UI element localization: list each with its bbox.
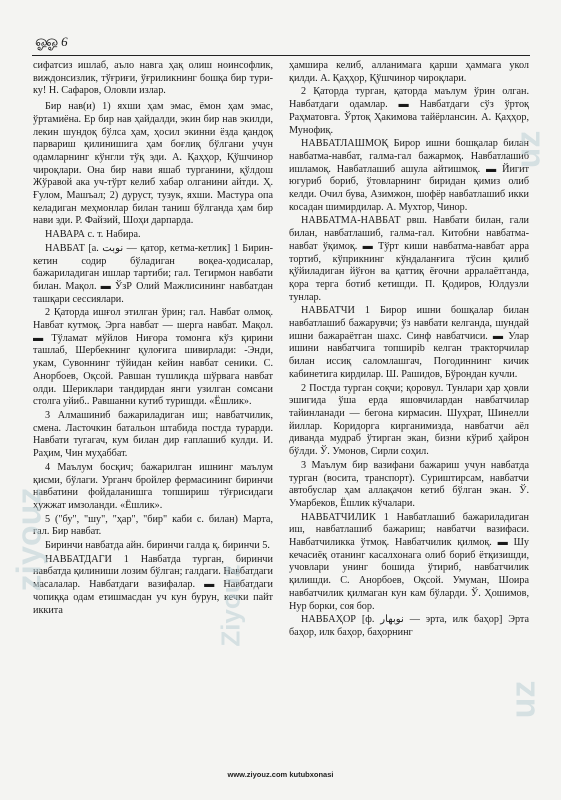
paragraph: 5 ("бу", "шу", "ҳар", "бир" каби с. билан) Марта, гал. Бир навбат. [33, 513, 273, 538]
paragraph: НАВАРА с. т. Набира. [45, 229, 141, 241]
paragraph: 2 Қаторда ишғол этилган ўрин; гал. Навбат олмоқ. Навбат кутмоқ. Эрга навбат — шерга навбат. Мақол. ▬ Тўламат мўйлов Ниғора томонга кўз қирини ташлаб, Шербекнинг қулоғига шивирлади: -Энди, укам, Сувоннинг тўйидан кейин навбат сеники. С. Анорбоев, Оқсой. Равшан тушликда шўрвага навбат олди. Шериклари тандирдан янги узилган сомсани столга уйиб.. Равшанни кутиб туришди. «Ёшлик». [33, 307, 273, 408]
left-column [33, 60, 273, 618]
paragraph: НАВБАТЧИЛИК 1 Навбатлашиб бажариладиган иш, навбатлашиб бажариш; навбатчи вазифаси. Навбатчиликка ўтмоқ. Навбатчилик қилмоқ. ▬ Шу кечасиёқ отанинг касалхонага олиб бориб ётқизишди, учовлари унинг бошида ўтириб, навбатчилик қилишди. С. Анорбоев, Оқсой. Умуман, Шоира навбатчилик қилмаган кун кам бўларди. Ў. Ҳошимов, Нур борки, соя бор. [289, 511, 529, 612]
ornament-icon: ஓஓ [35, 33, 57, 50]
watermark: Ziyouz [215, 564, 246, 647]
paragraph: НАВБАҲОР [ф. نوبهار — эрта, илк баҳор] Эрта баҳор, илк баҳор, баҳорнинг [289, 614, 529, 638]
right-column [289, 60, 529, 641]
watermark: ziyouz [10, 487, 49, 592]
footer-url: www.ziyouz.com kutubxonasi [227, 770, 334, 779]
watermark: uz [509, 130, 548, 169]
paragraph: 4 Маълум босқич; бажарилган ишнинг маълум қисми, бўлаги. Урганч бройлер фермасининг биринчи навбатини фойдаланишга топшириш тўғрисидаги ҳужжат имзоланди. «Ёшлик». [33, 461, 273, 511]
paragraph: сифатсиз ишлаб, аъло навга ҳақ олиш ноинсофлик, виждонсизлик, тўғриғи, ўғриликнинг бошқа бир тури-ку! Н. Сафаров, Оловли излар. [33, 60, 273, 97]
paragraph: НАВБАТДАГИ 1 Навбатда турган, биринчи навбатда қилиниши лозим бўлган; галдаги. Навбатдаги масалалар. Навбатдаги вазифалар. ▬ Навбатдаги чопиққа одам етишмасдан уч кун бурун, кечки пайт иккита [33, 553, 273, 616]
paragraph: 3 Алмашиниб бажариладиган иш; навбатчилик, смена. Ласточкин батальон штабида постда турарди. Навбати тугагач, кум билан дир ғаплашиб кулди. И. Раҳим, Чин муҳаббат. [33, 409, 273, 460]
paragraph: Бир нав(и) 1) яхши ҳам эмас, ёмон ҳам эмас, ўртамиёна. Ер бир нав ҳайдалди, экин бир нав экилди, лекин шундоқ бўлса ҳам, ҳосил экинни ёзда қандоқ парвариш қилинишига ҳам боғлиқ бўлгани учун одамларнинг кўнгли тўқ эди. А. Қаҳҳор, Қўшчинор чироқлари. Она бир нави яшаб турганини, қўлдош Жўравой ака уч-тўрт келиб хабар олганини айтди. Ҳ. Ғулом, Машъал; 2) дуруст, тузук, яхши. Мастура опа келадиган меҳмонлар билан таниш бўлганда ҳам бир нави эди. Р. Файзий, Шоҳи дарпарда. [33, 101, 273, 227]
watermark: uz [504, 680, 543, 719]
header-rule [32, 55, 530, 56]
paragraph: НАВБАТ [а. نوبت — қатор, кетма-кетлик] 1 Бирин-кетин содир бўладиган воқеа-ҳодисалар, бажариладиган ишлар тартиби; гал. Тегирмон навбати билан. Мақол. ▬ ЎзР Олий Мажлисининг навбатдан ташқари сессиялари. [33, 242, 273, 305]
paragraph: 2 Қаторда турган, қаторда маълум ўрин олган. Навбатдаги одамлар. ▬ Навбатдаги сўз ўртоқ Раҳматовга. Ўртоқ Ҳакимова тайёрлансин. А. Қаҳҳор, Мунофиқ. [289, 86, 529, 136]
paragraph: ҳамшира келиб, алланимага қарши ҳаммага укол қилди. А. Қаҳҳор, Қўшчинор чироқлари. [289, 60, 529, 84]
paragraph: 2 Постда турган соқчи; қоровул. Тунлари ҳар ҳовли эшигида ўша ерда яшовчилардан навбатчилар тайинланади — бегона кирмасин. Шуҳрат, Шинелли йиллар. Коридорга кирганимизда, навбатчи аёл диванда мудраб ўтирган экан, бизни кўриб ҳайрон бўлди. Ў. Умонов, Сирли соҳил. [289, 382, 529, 458]
paragraph: НАВБАТЛАШМОҚ Бирор ишни бошқалар билан навбатма-навбат, галма-гал бажармоқ. Навбатлашиб ишламоқ. Навбатлашиб ашула айтишмоқ. ▬ Йигит югуриб бориб, ўтовларнинг биридан қимиз олиб келди. Очил бува, Азимжон, шофёр навбатлашиб икки косадан шимирдилар. А. Мухтор, Чинор. [289, 138, 529, 213]
paragraph: НАВБАТЧИ 1 Бирор ишни бошқалар билан навбатлашиб бажарувчи; ўз навбати келганда, шундай ишни бажараётган шахс. Синф навбатчиси. ▬ Улар ишини навбатчига топширib келган тракторчилар билан иссиқ саломлашгач, Погодиннинг кичик кабинетига кирдилар. Ш. Рашидов, Бўрондан кучли. [289, 305, 529, 380]
page-header [35, 33, 68, 51]
paragraph: Биринчи навбатда айн. биринчи галда қ. биринчи 5. [45, 540, 270, 552]
paragraph: НАВБАТМА-НАВБАТ рвш. Навбати билан, гали билан, навбатлашиб, галма-гал. Китобни навбатма-навбат ўқимоқ. ▬ Тўрт киши навбатма-навбат арра тортиб, кўприкнинг кўндаланғига тўсин қилиб қўйиладиган йўғон ва қаттиқ ёғочни арралаётганда, қора терга ботиб кетишди. П. Қодиров, Юлдузли тунлар. [289, 215, 529, 303]
page-number: 6 [61, 34, 68, 49]
paragraph: 3 Маълум бир вазифани бажариш учун навбатда турган (восита, транспорт). Суриштирсам, навбатчи автобуслар ҳам аллақачон кетиб бўлган экан. Ў. Умарбеков, Ёшлик кўчалари. [289, 459, 529, 509]
